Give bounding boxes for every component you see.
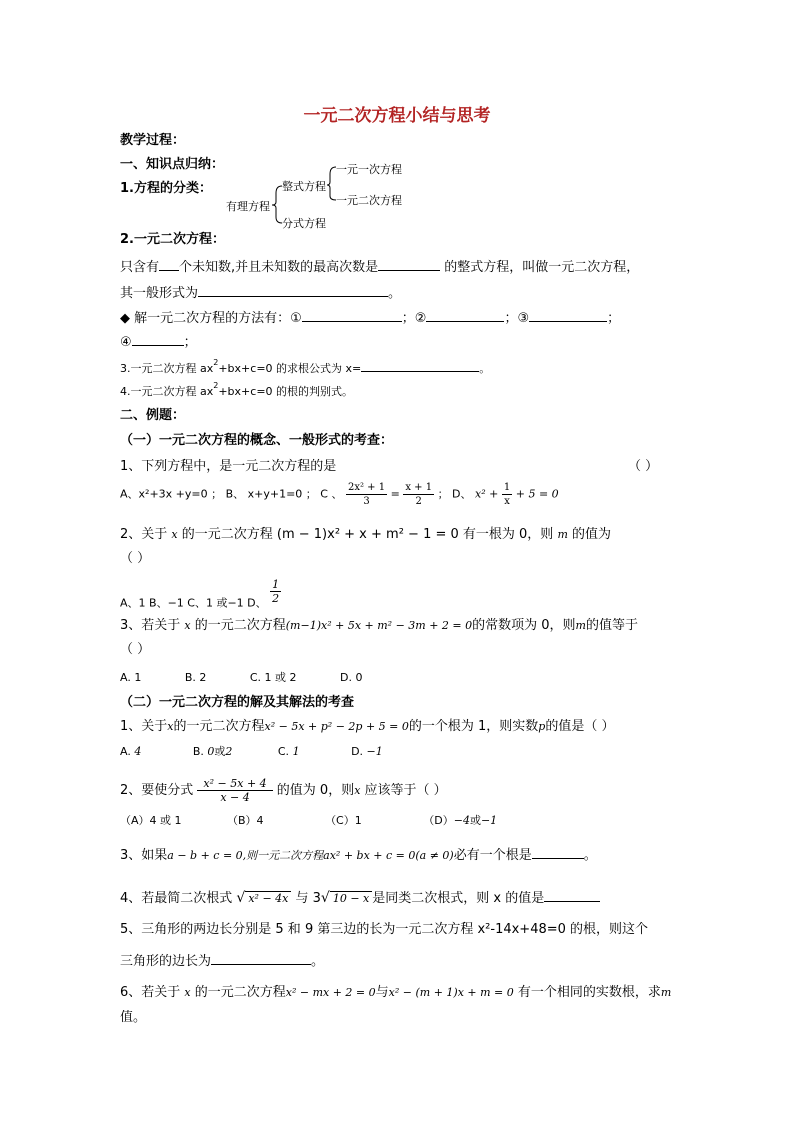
r4-text-c: 是同类二次根式，则 x 的值是: [372, 891, 545, 906]
q3-text-b: 的一元二次方程: [190, 618, 286, 633]
r1-opt-b-val2: 2: [225, 745, 233, 758]
frac-num: 1: [272, 578, 280, 591]
blank-root-formula[interactable]: [361, 359, 479, 372]
r4-text-b: 与 3: [295, 891, 321, 906]
q2-option-text: A、1 B、−1 C、1 或−1 D、: [120, 596, 267, 610]
r2-options: [120, 813, 497, 829]
r2-text-a: 2、要使分式: [120, 783, 194, 798]
r1-text-c: 的一个根为 1，则实数: [408, 719, 539, 734]
blank-degree[interactable]: [378, 258, 440, 271]
q2-text-c: 的值为: [567, 527, 612, 542]
formula-text-a: 3.一元二次方程 ax: [120, 362, 214, 375]
formula-end: 。: [479, 362, 491, 375]
r1-text-a: 1、关于: [120, 719, 168, 734]
r1-opt-b-val1: 0: [207, 745, 215, 758]
r6-var-x: x: [184, 986, 191, 999]
methods-sep-4: ；: [607, 311, 621, 326]
q1-c-frac-right: [403, 481, 434, 508]
r4-stem: [120, 889, 600, 907]
r1-opt-d-label: D.: [351, 745, 364, 758]
q2-var-x: x: [171, 528, 178, 541]
r1-opt-c-val: 1: [292, 745, 300, 758]
r1-opt-b-or: 或: [214, 745, 226, 758]
tree-quadratic-label: 一元二次方程: [336, 194, 402, 207]
q2-stem: [120, 527, 611, 543]
r2-text-c: 应该等于（ ）: [360, 783, 447, 798]
r6-line-2: 值。: [120, 1010, 147, 1025]
quadratic-def-label: 2.一元二次方程：: [120, 232, 225, 247]
disc-text-b: +bx+c=0 的根的判别式。: [218, 385, 354, 398]
blank-method-4[interactable]: [132, 333, 184, 346]
frac-num: x² − 5x + 4: [197, 777, 272, 791]
methods-line-2: [120, 333, 197, 351]
definition-line: [120, 258, 639, 276]
r6-text-c: 与: [375, 985, 389, 1000]
frac-den: x: [504, 496, 510, 507]
blank-r4-x[interactable]: [544, 889, 600, 902]
r1-opt-d-val: −1: [366, 745, 383, 758]
formula-line: [120, 359, 490, 378]
blank-method-2[interactable]: [426, 309, 504, 322]
disc-text-a: 4.一元二次方程 ax: [120, 385, 214, 398]
def-text-a: 只含有: [120, 260, 160, 275]
r1-var-x: x: [167, 720, 174, 733]
r1-opt-a-val: 4: [134, 745, 142, 758]
r6-text-b: 的一元二次方程: [190, 985, 286, 1000]
q3-text-c: 的常数项为 0，则: [472, 618, 576, 633]
q1-sep: ； D、: [437, 487, 472, 501]
classification-label: 1.方程的分类：: [120, 181, 212, 196]
frac-den: 3: [363, 496, 370, 507]
r1-var-p: p: [538, 720, 546, 733]
r3-text-b: 必有一个根是: [453, 848, 532, 863]
blank-method-3[interactable]: [529, 309, 607, 322]
r2-opt-a: （A）4 或 1: [120, 814, 182, 827]
q3-options: [120, 670, 363, 686]
methods-text: ◆ 解一元二次方程的方法有：①: [120, 311, 302, 326]
q3-option-b: B. 2: [184, 671, 207, 684]
r1-equation: x² − 5x + p² − 2p + 5 = 0: [264, 720, 409, 733]
q1-d-pre: x² +: [475, 487, 499, 501]
blank-r5-side[interactable]: [211, 952, 311, 965]
r2-fraction: [197, 777, 272, 804]
q2-text-a: 2、关于: [120, 527, 172, 542]
r2-stem: [120, 777, 447, 804]
r2-opt-d: （D）: [423, 814, 454, 827]
r6-text-a: 6、若关于: [120, 985, 185, 1000]
blank-general-form[interactable]: [198, 284, 388, 297]
q3-option-c: C. 1 或 2: [249, 671, 297, 684]
q2-answer-paren: （ ）: [120, 551, 151, 566]
r3-end: 。: [583, 848, 597, 863]
blank-r3-root[interactable]: [532, 846, 584, 859]
methods-line: [120, 309, 620, 327]
r1-text-b: 的一元二次方程: [173, 719, 265, 734]
tree-linear-label: 一元一次方程: [336, 163, 402, 176]
r3-stem: [120, 846, 597, 864]
methods-end: ；: [183, 335, 197, 350]
r1-text-d: 的值是（ ）: [545, 719, 615, 734]
blank-count[interactable]: [159, 258, 179, 271]
frac-den: 2: [415, 496, 422, 507]
r2-text-b: 的值为 0，则: [276, 783, 355, 798]
q2-d-frac: [270, 578, 281, 605]
r2-opt-b: （B）4: [227, 814, 264, 827]
r6-equation-2: x² − (m + 1)x + m = 0: [388, 986, 514, 999]
r6-var-m: m: [660, 986, 672, 999]
section-one-heading: 一、知识点归纳：: [120, 157, 225, 172]
r2-opt-d-or: 或: [469, 814, 481, 827]
q3-var-x: x: [184, 619, 191, 632]
r1-opt-b-label: B.: [192, 745, 204, 758]
r2-var-x: x: [354, 784, 361, 797]
q1-d-frac: [502, 481, 512, 508]
general-form-text: 其一般形式为: [120, 286, 199, 301]
q3-text-a: 3、若关于: [120, 618, 185, 633]
r6-stem: [120, 985, 671, 1001]
q2-text-b: 的一元二次方程 (m − 1)x² + x + m² − 1 = 0 有一根为 0，则: [177, 527, 558, 542]
general-form-end: 。: [388, 286, 402, 301]
r3-equation: a − b + c = 0,则一元二次方程ax² + bx + c = 0(a ≠ 0): [167, 849, 454, 862]
section-two-heading: 二、例题：: [120, 408, 186, 423]
tree-root-label: 有理方程: [226, 200, 270, 213]
radicand-2: 10 − x: [330, 891, 372, 905]
q1-c-frac-left: [346, 481, 387, 508]
q2-var-m: m: [557, 528, 568, 541]
r6-equation-1: x² − mx + 2 = 0: [285, 986, 376, 999]
teaching-process-heading: 教学过程：: [120, 133, 186, 148]
methods-num-4: ④: [120, 335, 132, 350]
frac-den: 2: [272, 592, 280, 605]
frac-num: 2x² + 1: [347, 482, 386, 493]
page-title: 一元二次方程小结与思考: [303, 106, 491, 126]
r4-text-a: 4、若最简二次根式: [120, 891, 233, 906]
methods-sep-2: ；②: [401, 311, 427, 326]
q3-option-d: D. 0: [340, 671, 363, 684]
group-two-heading: （二）一元二次方程的解及其解法的考查: [120, 695, 355, 710]
r2-opt-c: （C）1: [325, 814, 362, 827]
r1-stem: [120, 719, 614, 735]
q1-d-post: + 5 = 0: [515, 487, 559, 501]
q1-stem: 1、下列方程中，是一元二次方程的是: [120, 459, 337, 474]
r1-options: [120, 744, 383, 760]
disc-sup: 2: [213, 381, 219, 390]
r2-opt-d-val2: −1: [480, 814, 498, 827]
discriminant-line: [120, 381, 354, 401]
q1-option-ab: A、x²+3x +y=0 ； B、 x+y+1=0 ； C 、: [120, 487, 343, 501]
radical-1: √ x² − 4x: [236, 891, 291, 906]
q1-options: [120, 481, 559, 508]
formula-sup: 2: [213, 358, 219, 367]
methods-sep-3: ；③: [504, 311, 530, 326]
def-text-c: 的整式方程，叫做一元二次方程，: [444, 260, 640, 275]
r6-text-d: 有一个相同的实数根，求: [513, 985, 661, 1000]
radicand-1: x² − 4x: [245, 891, 291, 905]
blank-method-1[interactable]: [302, 309, 402, 322]
general-form-line: [120, 284, 401, 302]
q3-text-d: 的值等于: [585, 618, 638, 633]
q3-equation: (m−1)x² + 5x + m² − 3m + 2 = 0: [285, 619, 473, 632]
def-text-b: 个未知数,并且未知数的最高次数是: [179, 260, 379, 275]
frac-num: 1: [503, 482, 511, 493]
radical-2: √ 10 − x: [321, 891, 372, 906]
q2-options: [120, 578, 281, 617]
q1-c-eq: =: [390, 487, 400, 501]
formula-text-b: +bx+c=0 的求根公式为 x=: [218, 362, 362, 375]
group-one-heading: （一）一元二次方程的概念、一般形式的考查：: [120, 433, 394, 448]
q3-answer-paren: （ ）: [120, 642, 151, 657]
r3-text-a: 3、如果: [120, 848, 168, 863]
frac-den: x − 4: [220, 791, 250, 804]
q3-var-m: m: [575, 619, 586, 632]
r2-opt-d-val1: −4: [453, 814, 470, 827]
r5-end: 。: [311, 954, 325, 969]
tree-integral-label: 整式方程: [282, 180, 326, 193]
r5-line-2: [120, 952, 324, 970]
tree-fractional-label: 分式方程: [282, 217, 326, 230]
r1-opt-c-label: C.: [277, 745, 290, 758]
r5-text-b: 三角形的边长为: [120, 954, 212, 969]
r1-opt-a-label: A.: [120, 745, 131, 758]
q1-answer-paren: （ ）: [628, 459, 659, 474]
q3-option-a: A. 1: [120, 671, 142, 684]
q3-stem: [120, 618, 638, 634]
r5-line-1: 5、三角形的两边长分别是 5 和 9 第三边的长为一元二次方程 x²-14x+48=0 的根，则这个: [120, 922, 649, 937]
frac-num: x + 1: [405, 482, 433, 493]
